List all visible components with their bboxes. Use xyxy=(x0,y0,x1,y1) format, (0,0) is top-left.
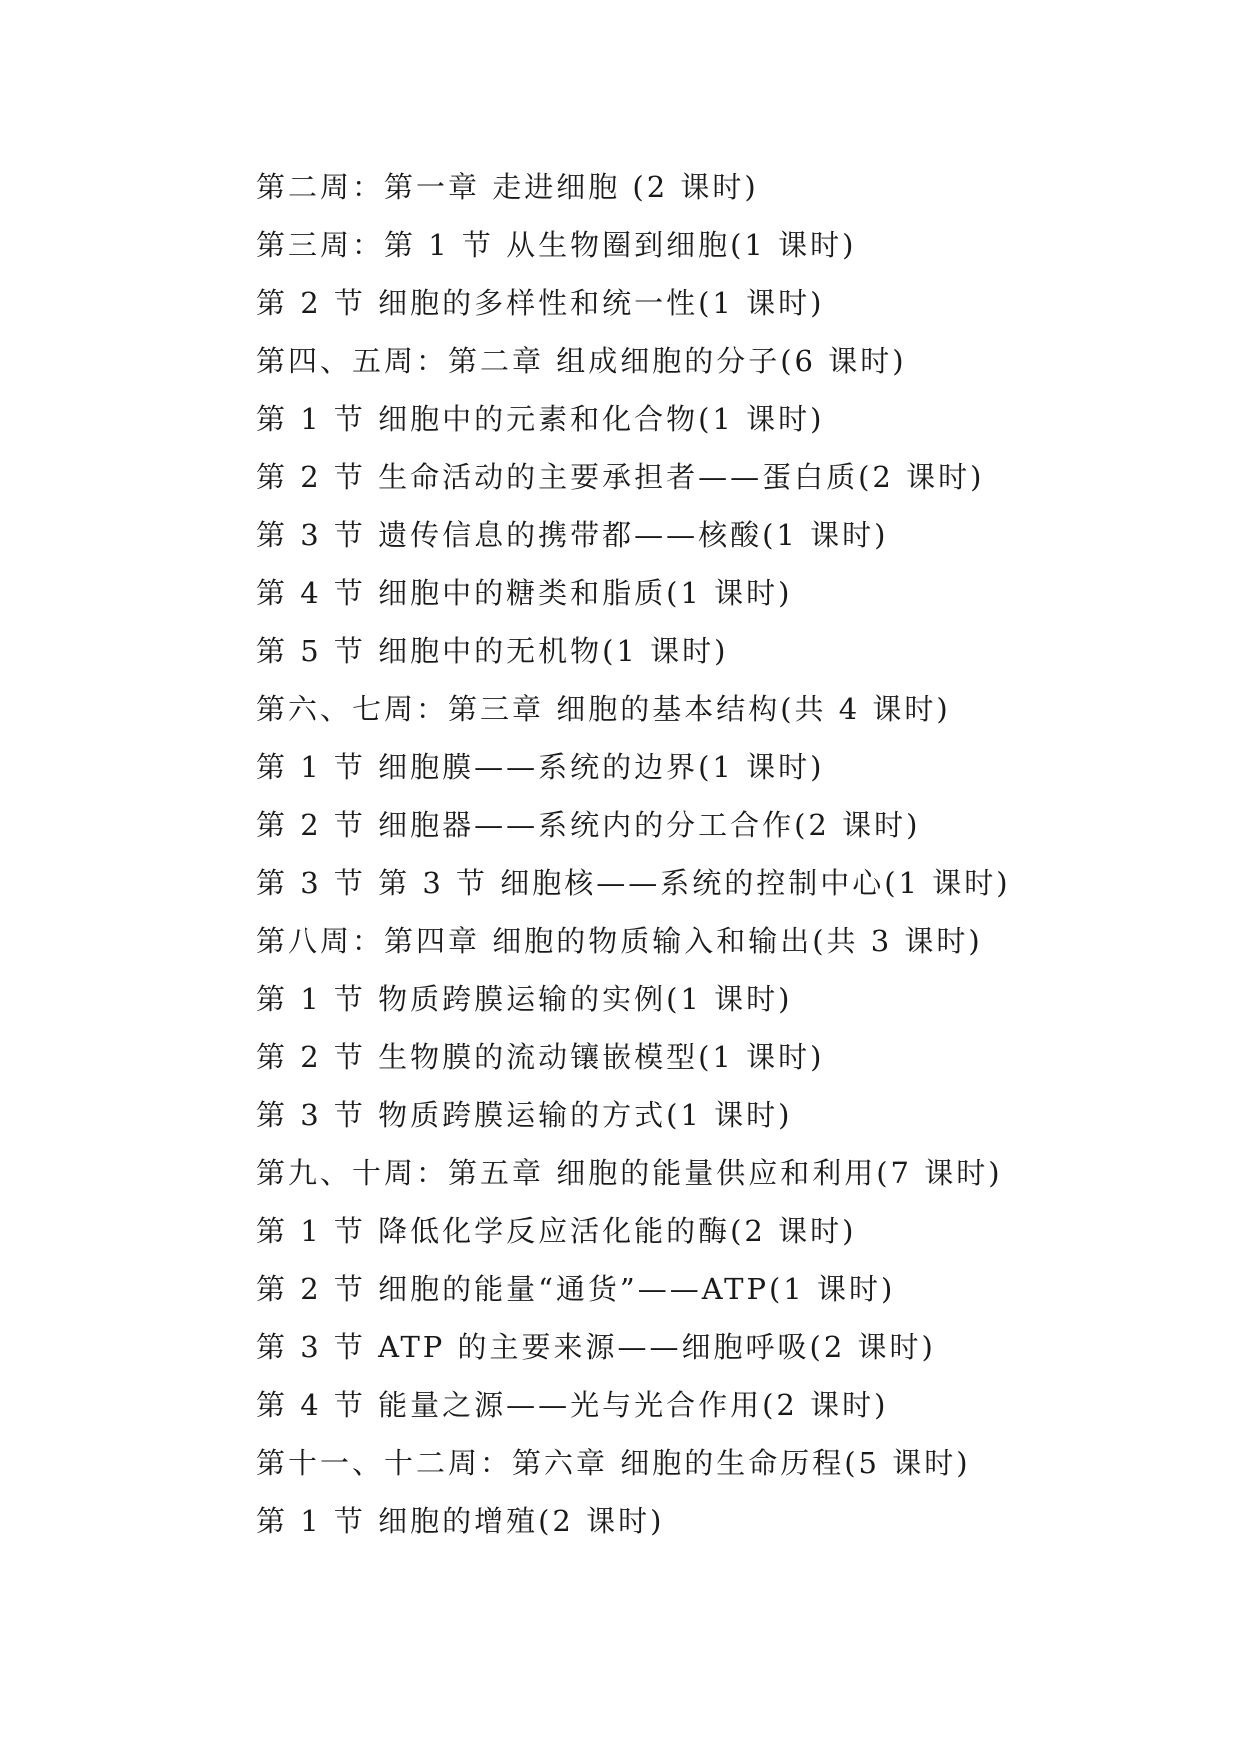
schedule-line: 第 4 节 细胞中的糖类和脂质(1 课时) xyxy=(256,576,793,610)
schedule-line: 第 2 节 细胞器——系统内的分工合作(2 课时) xyxy=(256,808,921,842)
schedule-line: 第 3 节 物质跨膜运输的方式(1 课时) xyxy=(256,1098,793,1132)
schedule-line: 第 5 节 细胞中的无机物(1 课时) xyxy=(256,634,729,668)
schedule-line: 第 1 节 物质跨膜运输的实例(1 课时) xyxy=(256,982,793,1016)
schedule-line: 第二周：第一章 走进细胞 (2 课时) xyxy=(256,170,759,204)
schedule-line: 第 1 节 细胞膜——系统的边界(1 课时) xyxy=(256,750,825,784)
schedule-line: 第 1 节 细胞中的元素和化合物(1 课时) xyxy=(256,402,825,436)
schedule-line: 第 1 节 降低化学反应活化能的酶(2 课时) xyxy=(256,1214,857,1248)
schedule-line: 第三周：第 1 节 从生物圈到细胞(1 课时) xyxy=(256,228,857,262)
schedule-line: 第六、七周：第三章 细胞的基本结构(共 4 课时) xyxy=(256,692,951,726)
schedule-line: 第八周：第四章 细胞的物质输入和输出(共 3 课时) xyxy=(256,924,983,958)
schedule-line: 第 2 节 细胞的能量“通货”——ATP(1 课时) xyxy=(256,1272,896,1306)
schedule-line: 第 2 节 生物膜的流动镶嵌模型(1 课时) xyxy=(256,1040,825,1074)
schedule-line: 第 1 节 细胞的增殖(2 课时) xyxy=(256,1504,665,1538)
schedule-line: 第 4 节 能量之源——光与光合作用(2 课时) xyxy=(256,1388,889,1422)
schedule-line: 第 2 节 细胞的多样性和统一性(1 课时) xyxy=(256,286,825,320)
schedule-line: 第 3 节 ATP 的主要来源——细胞呼吸(2 课时) xyxy=(256,1330,936,1364)
schedule-line: 第四、五周：第二章 组成细胞的分子(6 课时) xyxy=(256,344,907,378)
schedule-line: 第十一、十二周：第六章 细胞的生命历程(5 课时) xyxy=(256,1446,971,1480)
schedule-line: 第 3 节 遗传信息的携带都——核酸(1 课时) xyxy=(256,518,889,552)
schedule-line: 第 3 节 第 3 节 细胞核——系统的控制中心(1 课时) xyxy=(256,866,1011,900)
schedule-line: 第 2 节 生命活动的主要承担者——蛋白质(2 课时) xyxy=(256,460,985,494)
schedule-line: 第九、十周：第五章 细胞的能量供应和利用(7 课时) xyxy=(256,1156,1003,1190)
schedule-list xyxy=(256,158,1011,1550)
